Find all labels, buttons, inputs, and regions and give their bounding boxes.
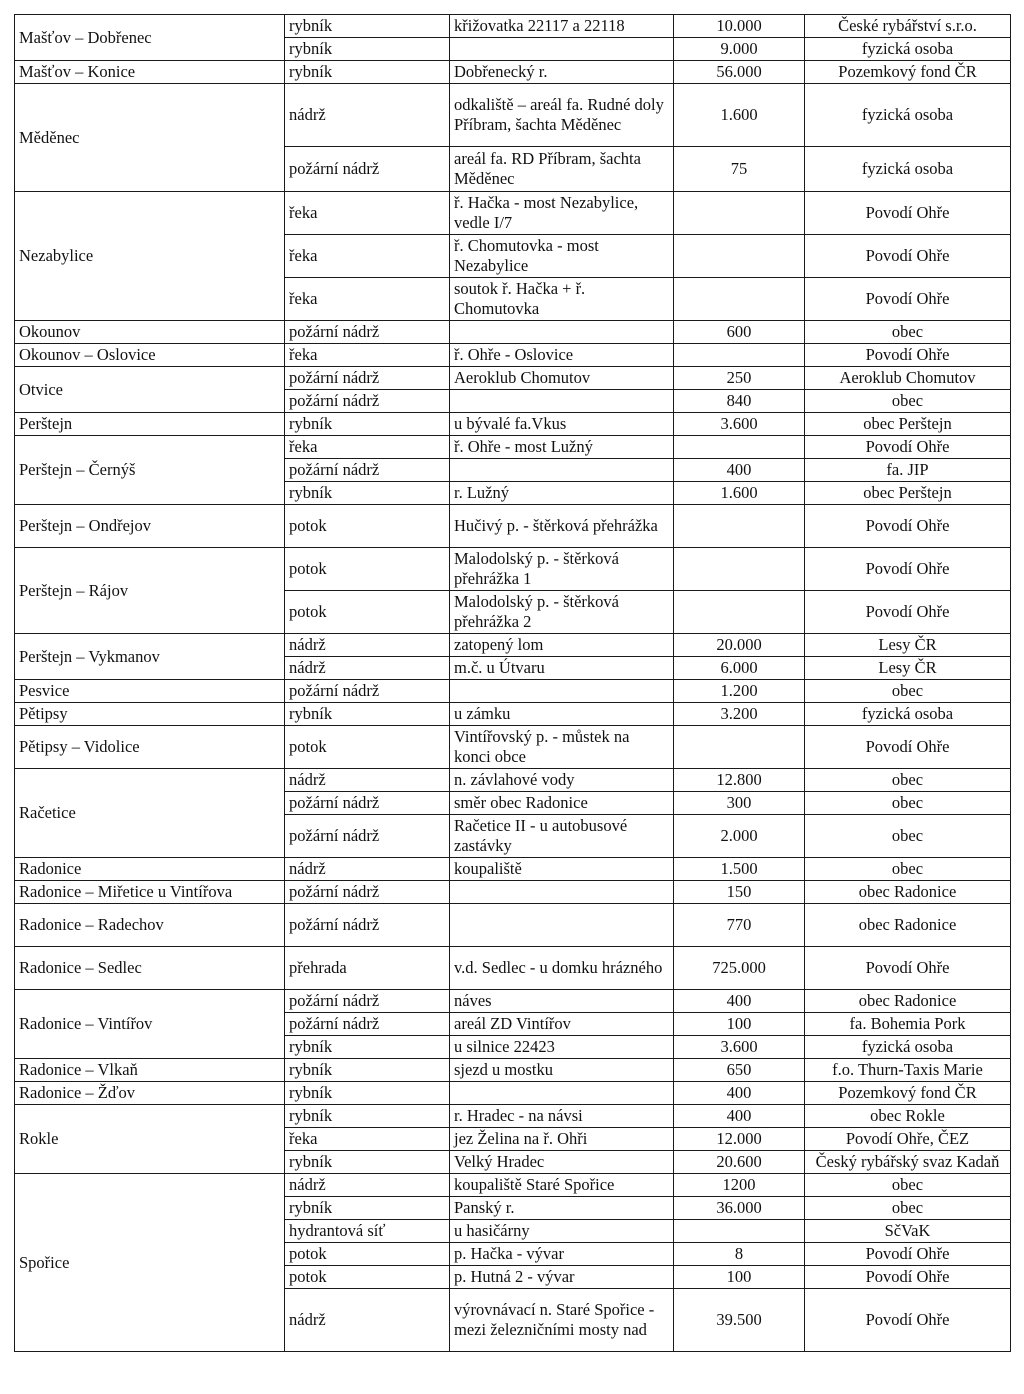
location-cell: [450, 38, 674, 61]
water-source-type-cell: řeka: [285, 1128, 450, 1151]
location-cell: r. Lužný: [450, 482, 674, 505]
volume-cell: [674, 235, 805, 278]
owner-cell: Povodí Ohře: [805, 947, 1011, 990]
volume-cell: 1.600: [674, 482, 805, 505]
volume-cell: 600: [674, 321, 805, 344]
table-row: [15, 548, 1011, 591]
water-source-type-cell: rybník: [285, 703, 450, 726]
owner-cell: Povodí Ohře: [805, 278, 1011, 321]
water-source-type-cell: požární nádrž: [285, 459, 450, 482]
location-cell: v.d. Sedlec - u domku hrázného: [450, 947, 674, 990]
water-source-type-cell: nádrž: [285, 84, 450, 147]
place-cell: Radonice – Radechov: [15, 904, 285, 947]
location-cell: m.č. u Útvaru: [450, 657, 674, 680]
water-source-type-cell: požární nádrž: [285, 792, 450, 815]
water-source-type-cell: nádrž: [285, 858, 450, 881]
volume-cell: 250: [674, 367, 805, 390]
table-row: [15, 344, 1011, 367]
volume-cell: 400: [674, 1082, 805, 1105]
location-cell: u silnice 22423: [450, 1036, 674, 1059]
location-cell: ř. Ohře - most Lužný: [450, 436, 674, 459]
volume-cell: 400: [674, 990, 805, 1013]
volume-cell: 1.500: [674, 858, 805, 881]
volume-cell: [674, 548, 805, 591]
owner-cell: obec: [805, 858, 1011, 881]
owner-cell: fyzická osoba: [805, 703, 1011, 726]
owner-cell: České rybářství s.r.o.: [805, 15, 1011, 38]
volume-cell: 10.000: [674, 15, 805, 38]
location-cell: sjezd u mostku: [450, 1059, 674, 1082]
owner-cell: obec: [805, 815, 1011, 858]
place-cell: Okounov: [15, 321, 285, 344]
owner-cell: SčVaK: [805, 1220, 1011, 1243]
water-source-type-cell: rybník: [285, 413, 450, 436]
place-cell: Mašťov – Konice: [15, 61, 285, 84]
owner-cell: Pozemkový fond ČR: [805, 1082, 1011, 1105]
water-source-type-cell: nádrž: [285, 1289, 450, 1352]
table-row: [15, 367, 1011, 390]
place-cell: Račetice: [15, 769, 285, 858]
location-cell: Vintířovský p. - můstek na konci obce: [450, 726, 674, 769]
owner-cell: Povodí Ohře: [805, 192, 1011, 235]
water-source-type-cell: nádrž: [285, 769, 450, 792]
table-row: [15, 881, 1011, 904]
place-cell: Pětipsy: [15, 703, 285, 726]
water-source-type-cell: požární nádrž: [285, 147, 450, 192]
water-source-type-cell: řeka: [285, 436, 450, 459]
water-source-type-cell: řeka: [285, 235, 450, 278]
owner-cell: Český rybářský svaz Kadaň: [805, 1151, 1011, 1174]
place-cell: Mašťov – Dobřenec: [15, 15, 285, 61]
water-source-type-cell: rybník: [285, 1105, 450, 1128]
location-cell: u zámku: [450, 703, 674, 726]
place-cell: Otvice: [15, 367, 285, 413]
water-source-type-cell: rybník: [285, 1059, 450, 1082]
table-row: [15, 703, 1011, 726]
water-source-type-cell: rybník: [285, 482, 450, 505]
owner-cell: obec Radonice: [805, 990, 1011, 1013]
owner-cell: Lesy ČR: [805, 634, 1011, 657]
water-source-type-cell: rybník: [285, 61, 450, 84]
water-source-type-cell: požární nádrž: [285, 390, 450, 413]
water-source-type-cell: požární nádrž: [285, 680, 450, 703]
place-cell: Radonice – Žďov: [15, 1082, 285, 1105]
volume-cell: [674, 505, 805, 548]
water-source-type-cell: rybník: [285, 1036, 450, 1059]
owner-cell: obec Perštejn: [805, 482, 1011, 505]
table-row: [15, 1105, 1011, 1128]
water-source-type-cell: požární nádrž: [285, 881, 450, 904]
owner-cell: Povodí Ohře: [805, 344, 1011, 367]
water-source-type-cell: potok: [285, 726, 450, 769]
location-cell: areál fa. RD Příbram, šachta Měděnec: [450, 147, 674, 192]
location-cell: ř. Chomutovka - most Nezabylice: [450, 235, 674, 278]
volume-cell: 650: [674, 1059, 805, 1082]
water-source-type-cell: nádrž: [285, 1174, 450, 1197]
volume-cell: 12.800: [674, 769, 805, 792]
table-row: [15, 1174, 1011, 1197]
place-cell: Radonice: [15, 858, 285, 881]
location-cell: soutok ř. Hačka + ř. Chomutovka: [450, 278, 674, 321]
volume-cell: [674, 278, 805, 321]
location-cell: Aeroklub Chomutov: [450, 367, 674, 390]
place-cell: Pesvice: [15, 680, 285, 703]
owner-cell: obec Radonice: [805, 904, 1011, 947]
table-row: [15, 413, 1011, 436]
location-cell: Račetice II - u autobusové zastávky: [450, 815, 674, 858]
volume-cell: 1.200: [674, 680, 805, 703]
volume-cell: 1.600: [674, 84, 805, 147]
water-source-type-cell: požární nádrž: [285, 367, 450, 390]
owner-cell: fyzická osoba: [805, 1036, 1011, 1059]
location-cell: n. závlahové vody: [450, 769, 674, 792]
volume-cell: 725.000: [674, 947, 805, 990]
volume-cell: [674, 344, 805, 367]
volume-cell: 75: [674, 147, 805, 192]
water-source-type-cell: řeka: [285, 192, 450, 235]
volume-cell: 300: [674, 792, 805, 815]
water-source-type-cell: požární nádrž: [285, 321, 450, 344]
table-row: [15, 505, 1011, 548]
owner-cell: obec: [805, 1174, 1011, 1197]
table-row: [15, 947, 1011, 990]
owner-cell: obec: [805, 321, 1011, 344]
water-source-type-cell: rybník: [285, 15, 450, 38]
volume-cell: 56.000: [674, 61, 805, 84]
volume-cell: 20.000: [674, 634, 805, 657]
location-cell: Panský r.: [450, 1197, 674, 1220]
location-cell: [450, 881, 674, 904]
water-sources-table: [14, 14, 1011, 1352]
owner-cell: Pozemkový fond ČR: [805, 61, 1011, 84]
location-cell: Malodolský p. - štěrková přehrážka 1: [450, 548, 674, 591]
water-source-type-cell: potok: [285, 591, 450, 634]
place-cell: Perštejn – Vykmanov: [15, 634, 285, 680]
water-source-type-cell: požární nádrž: [285, 815, 450, 858]
location-cell: Velký Hradec: [450, 1151, 674, 1174]
table-row: [15, 680, 1011, 703]
owner-cell: obec Rokle: [805, 1105, 1011, 1128]
table-row: [15, 84, 1011, 147]
water-source-type-cell: nádrž: [285, 657, 450, 680]
location-cell: u hasičárny: [450, 1220, 674, 1243]
volume-cell: 2.000: [674, 815, 805, 858]
owner-cell: Povodí Ohře: [805, 1243, 1011, 1266]
location-cell: areál ZD Vintířov: [450, 1013, 674, 1036]
volume-cell: 100: [674, 1266, 805, 1289]
table-row: [15, 1059, 1011, 1082]
volume-cell: 36.000: [674, 1197, 805, 1220]
owner-cell: obec Perštejn: [805, 413, 1011, 436]
volume-cell: 9.000: [674, 38, 805, 61]
volume-cell: 3.600: [674, 413, 805, 436]
water-source-type-cell: potok: [285, 1266, 450, 1289]
water-source-type-cell: nádrž: [285, 634, 450, 657]
owner-cell: obec: [805, 680, 1011, 703]
place-cell: Radonice – Miřetice u Vintířova: [15, 881, 285, 904]
volume-cell: 840: [674, 390, 805, 413]
owner-cell: Povodí Ohře: [805, 235, 1011, 278]
place-cell: Perštejn – Ondřejov: [15, 505, 285, 548]
table-row: [15, 61, 1011, 84]
location-cell: [450, 1082, 674, 1105]
table-row: [15, 769, 1011, 792]
owner-cell: Povodí Ohře: [805, 1266, 1011, 1289]
water-source-type-cell: rybník: [285, 1082, 450, 1105]
owner-cell: fyzická osoba: [805, 147, 1011, 192]
owner-cell: fyzická osoba: [805, 84, 1011, 147]
table-row: [15, 321, 1011, 344]
table-row: [15, 1082, 1011, 1105]
water-source-type-cell: potok: [285, 548, 450, 591]
place-cell: Okounov – Oslovice: [15, 344, 285, 367]
water-source-type-cell: požární nádrž: [285, 990, 450, 1013]
table-row: [15, 436, 1011, 459]
location-cell: [450, 390, 674, 413]
table-row: [15, 634, 1011, 657]
water-source-type-cell: potok: [285, 505, 450, 548]
volume-cell: 1200: [674, 1174, 805, 1197]
table-row: [15, 192, 1011, 235]
water-source-type-cell: požární nádrž: [285, 1013, 450, 1036]
location-cell: ř. Hačka - most Nezabylice, vedle I/7: [450, 192, 674, 235]
water-source-type-cell: potok: [285, 1243, 450, 1266]
location-cell: [450, 904, 674, 947]
owner-cell: obec: [805, 1197, 1011, 1220]
volume-cell: 8: [674, 1243, 805, 1266]
place-cell: Nezabylice: [15, 192, 285, 321]
water-source-type-cell: hydrantová síť: [285, 1220, 450, 1243]
owner-cell: fa. Bohemia Pork: [805, 1013, 1011, 1036]
owner-cell: Povodí Ohře: [805, 548, 1011, 591]
location-cell: směr obec Radonice: [450, 792, 674, 815]
location-cell: Dobřenecký r.: [450, 61, 674, 84]
location-cell: u bývalé fa.Vkus: [450, 413, 674, 436]
owner-cell: Lesy ČR: [805, 657, 1011, 680]
place-cell: Rokle: [15, 1105, 285, 1174]
volume-cell: 12.000: [674, 1128, 805, 1151]
owner-cell: f.o. Thurn-Taxis Marie: [805, 1059, 1011, 1082]
location-cell: r. Hradec - na návsi: [450, 1105, 674, 1128]
place-cell: Radonice – Vlkaň: [15, 1059, 285, 1082]
place-cell: Perštejn – Rájov: [15, 548, 285, 634]
location-cell: [450, 459, 674, 482]
owner-cell: Povodí Ohře: [805, 505, 1011, 548]
location-cell: koupaliště Staré Spořice: [450, 1174, 674, 1197]
water-source-type-cell: rybník: [285, 1151, 450, 1174]
location-cell: koupaliště: [450, 858, 674, 881]
table-row: [15, 726, 1011, 769]
volume-cell: [674, 591, 805, 634]
volume-cell: 150: [674, 881, 805, 904]
place-cell: Radonice – Vintířov: [15, 990, 285, 1059]
owner-cell: fyzická osoba: [805, 38, 1011, 61]
water-source-type-cell: rybník: [285, 38, 450, 61]
owner-cell: obec: [805, 792, 1011, 815]
owner-cell: Povodí Ohře: [805, 1289, 1011, 1352]
table-row: [15, 990, 1011, 1013]
water-source-type-cell: řeka: [285, 344, 450, 367]
volume-cell: [674, 1220, 805, 1243]
table-row: [15, 15, 1011, 38]
owner-cell: obec Radonice: [805, 881, 1011, 904]
place-cell: Radonice – Sedlec: [15, 947, 285, 990]
water-source-type-cell: požární nádrž: [285, 904, 450, 947]
location-cell: p. Hačka - vývar: [450, 1243, 674, 1266]
place-cell: Perštejn – Černýš: [15, 436, 285, 505]
location-cell: ř. Ohře - Oslovice: [450, 344, 674, 367]
table-body: [15, 15, 1011, 1352]
location-cell: zatopený lom: [450, 634, 674, 657]
location-cell: náves: [450, 990, 674, 1013]
table-row: [15, 858, 1011, 881]
place-cell: Pětipsy – Vidolice: [15, 726, 285, 769]
owner-cell: Povodí Ohře: [805, 591, 1011, 634]
volume-cell: 3.600: [674, 1036, 805, 1059]
volume-cell: 3.200: [674, 703, 805, 726]
owner-cell: Povodí Ohře: [805, 726, 1011, 769]
location-cell: odkaliště – areál fa. Rudné doly Příbram, šachta Měděnec: [450, 84, 674, 147]
location-cell: [450, 680, 674, 703]
owner-cell: obec: [805, 769, 1011, 792]
volume-cell: 400: [674, 1105, 805, 1128]
owner-cell: fa. JIP: [805, 459, 1011, 482]
location-cell: výrovnávací n. Staré Spořice - mezi železničními mosty nad: [450, 1289, 674, 1352]
water-source-type-cell: řeka: [285, 278, 450, 321]
place-cell: Spořice: [15, 1174, 285, 1352]
location-cell: křižovatka 22117 a 22118: [450, 15, 674, 38]
volume-cell: 20.600: [674, 1151, 805, 1174]
owner-cell: Povodí Ohře, ČEZ: [805, 1128, 1011, 1151]
location-cell: jez Želina na ř. Ohři: [450, 1128, 674, 1151]
location-cell: [450, 321, 674, 344]
volume-cell: 100: [674, 1013, 805, 1036]
volume-cell: 400: [674, 459, 805, 482]
place-cell: Perštejn: [15, 413, 285, 436]
owner-cell: Povodí Ohře: [805, 436, 1011, 459]
location-cell: Malodolský p. - štěrková přehrážka 2: [450, 591, 674, 634]
location-cell: Hučivý p. - štěrková přehrážka: [450, 505, 674, 548]
volume-cell: [674, 436, 805, 459]
water-source-type-cell: rybník: [285, 1197, 450, 1220]
volume-cell: 39.500: [674, 1289, 805, 1352]
volume-cell: 6.000: [674, 657, 805, 680]
table-row: [15, 904, 1011, 947]
owner-cell: obec: [805, 390, 1011, 413]
volume-cell: 770: [674, 904, 805, 947]
volume-cell: [674, 192, 805, 235]
location-cell: p. Hutná 2 - vývar: [450, 1266, 674, 1289]
owner-cell: Aeroklub Chomutov: [805, 367, 1011, 390]
place-cell: Měděnec: [15, 84, 285, 192]
volume-cell: [674, 726, 805, 769]
water-source-type-cell: přehrada: [285, 947, 450, 990]
